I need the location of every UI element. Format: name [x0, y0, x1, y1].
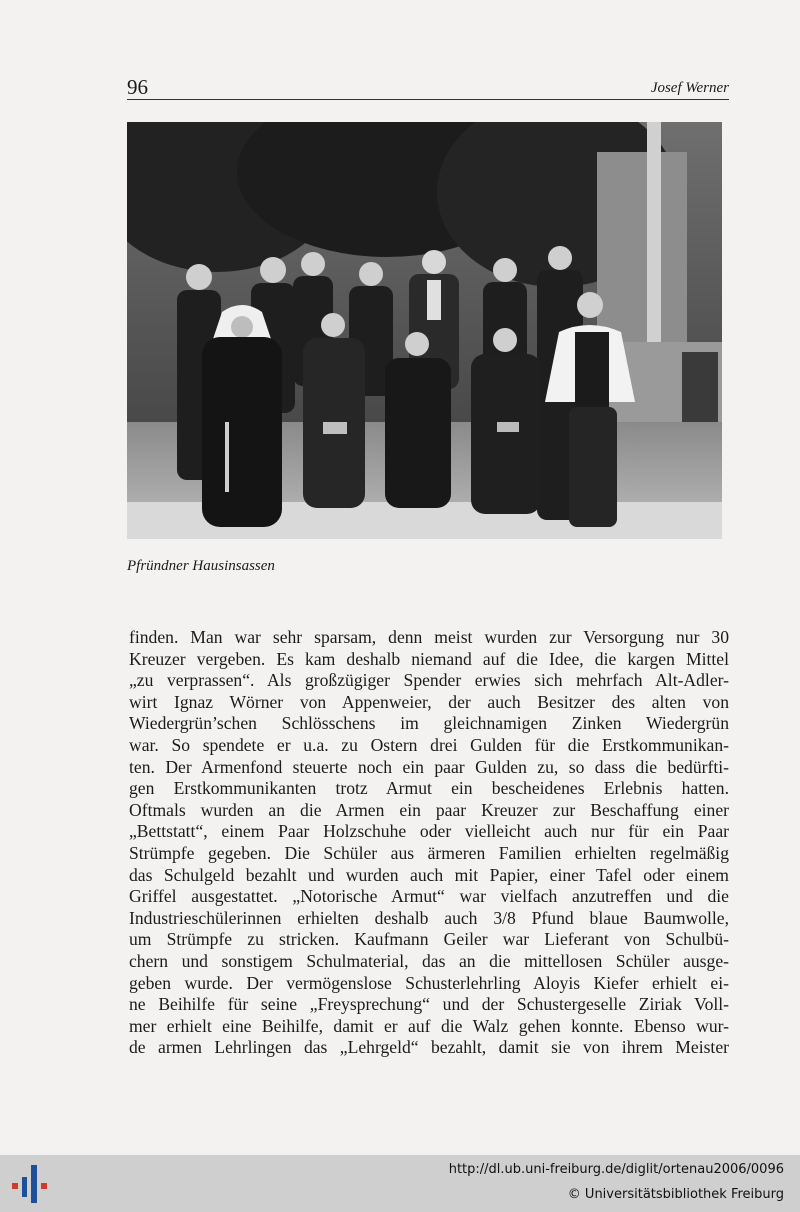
- body-line: ten. Der Armenfond steuerte noch ein paar Gulden zu, so dass die bedürfti-: [129, 756, 729, 777]
- header-rule: [127, 99, 729, 100]
- body-line: Oftmals wurden an die Armen ein paar Kreuzer zur Beschaffung einer: [129, 799, 729, 820]
- body-line: Kreuzer vergeben. Es kam deshalb niemand auf die Idee, die kargen Mittel: [129, 648, 729, 669]
- body-line: wirt Ignaz Wörner von Appenweier, der auch Besitzer des alten von: [129, 691, 729, 712]
- body-line: chern und sonstigem Schulmaterial, das an die mittellosen Schüler ausge-: [129, 950, 729, 971]
- body-line: „zu verprassen“. Als großzügiger Spender erwies sich mehrfach Alt-Adler-: [129, 670, 729, 691]
- body-line: Strümpfe gegeben. Die Schüler aus ärmeren Familien erhielten regelmäßig: [129, 842, 729, 863]
- copyright-notice: © Universitätsbibliothek Freiburg: [567, 1187, 784, 1202]
- body-line: ne Beihilfe für seine „Freysprechung“ und der Schustergeselle Ziriak Voll-: [129, 994, 729, 1015]
- running-head-author: Josef Werner: [650, 80, 729, 96]
- body-line: war. So spendete er u.a. zu Ostern drei Gulden für die Erstkommunikan-: [129, 734, 729, 755]
- ub-freiburg-logo-icon[interactable]: [10, 1163, 50, 1205]
- body-line: finden. Man war sehr sparsam, denn meist wurden zur Versorgung nur 30: [129, 627, 729, 647]
- body-line: de armen Lehrlingen das „Lehrgeld“ bezahlt, damit sie von ihrem Meister: [129, 1037, 729, 1058]
- body-line: geben wurde. Der vermögenslose Schusterlehrling Aloyis Kiefer erhielt ei-: [129, 972, 729, 993]
- digital-copy-link[interactable]: http://dl.ub.uni-freiburg.de/diglit/ortenau2006/0096: [448, 1162, 784, 1177]
- body-line: gen Erstkommunikanten trotz Armut ein bescheidenes Erlebnis hatten.: [129, 778, 729, 799]
- body-line: um Strümpfe zu stricken. Kaufmann Geiler war Lieferant von Schulbü-: [129, 929, 729, 950]
- body-line: mer erhielt eine Beihilfe, damit er auf die Walz gehen konnte. Ebenso wur-: [129, 1015, 729, 1036]
- library-footer: [0, 1155, 800, 1212]
- page-number: 96: [127, 75, 148, 99]
- body-line: Wiedergrün’schen Schlösschens im gleichnamigen Zinken Wiedergrün: [129, 713, 729, 734]
- body-line: „Bettstatt“, einem Paar Holzschuhe oder vielleicht auch nur für ein Paar: [129, 821, 729, 842]
- group-photograph: [127, 122, 722, 539]
- body-line: Griffel ausgestattet. „Notorische Armut“ war vielfach anzutreffen und die: [129, 886, 729, 907]
- photo-caption: Pfründner Hausinsassen: [127, 558, 275, 574]
- body-line: Industrieschülerinnen erhielten deshalb auch 3/8 Pfund blaue Baumwolle,: [129, 907, 729, 928]
- group-photograph-image: [127, 122, 722, 539]
- body-text: [129, 627, 729, 1059]
- body-line: das Schulgeld bezahlt und wurden auch mit Papier, einer Tafel oder einem: [129, 864, 729, 885]
